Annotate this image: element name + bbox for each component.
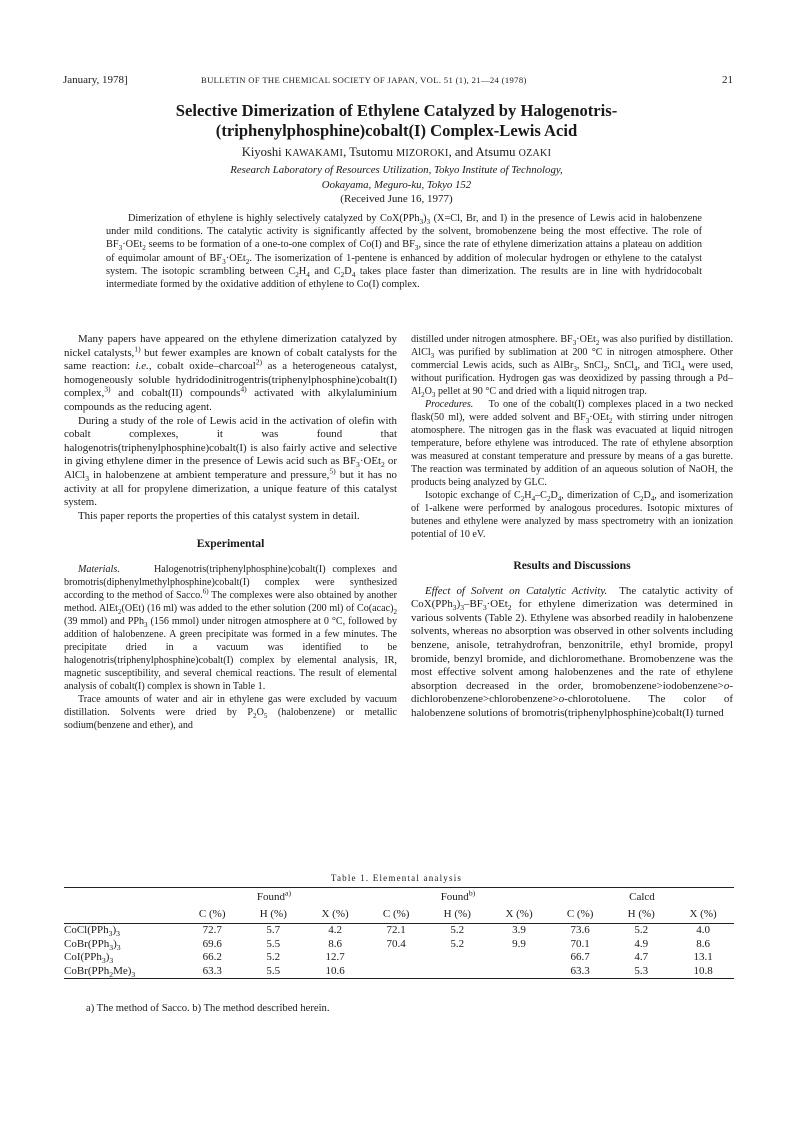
title-line-2: (triphenylphosphine)cobalt(I) Complex-Lewis Acid: [215, 121, 578, 140]
table-row: $CoBr(PPh_3)_3$ 69.6 5.5 8.6 70.4 5.2 9.9 70.1 4.9 8.6: [64, 937, 710, 952]
group-header: Found$^{a)}$: [256, 888, 292, 903]
section-heading-experimental: Experimental: [196, 537, 265, 551]
paragraph: This paper reports the properties of this catalyst system in detail.: [78, 509, 360, 522]
paragraph: Isotopic exchange of $C_2H_4-C_2D_4$, dimerization of $C_2D_4$, and isomerization of 1-alkene were performed by analogous procedures. Isotopic mixtures of butenes and ethylene were analyzed by mass spectrometry with an ionization potential of 10 eV.: [411, 490, 733, 540]
table-row: $CoI(PPh_3)_3$ 66.2 5.2 12.7 66.7 4.7 13.1: [64, 951, 713, 966]
running-header: [63, 74, 733, 88]
table-row: $CoBr(PPh_2Me)_3$ 63.3 5.5 10.6 63.3 5.3 10.8: [64, 964, 734, 978]
affiliation: Research Laboratory of Resources Utilization, Tokyo Institute of Technology, Ookayama, Meguro-ku, Tokyo 152: [230, 164, 563, 191]
group-header: Found$^{b)}$: [440, 888, 476, 903]
section-heading-results: Results and Discussions: [513, 559, 631, 572]
column-header: X (%): [505, 908, 533, 920]
compound-name: $CoI(PPh_3)_3$: [64, 951, 114, 966]
column-header: H (%): [627, 908, 655, 920]
paragraph: Procedures. To one of the cobalt(I) complexes placed in a two necked flask(50 ml), were added solvent and $BF_3\cdot OEt_2$ with stirring under nitrogen atomosphere. The nitrogen gas in the flask was evacuated at liquid nitrogen temperature, before ethylene was introduced. The rate of ethylene absorption was measured at constant temperature and pressure by means of a gas burette. The reaction was terminated by addition of an aqueous solution of NaOH, the products being analyzed by GLC.: [411, 399, 733, 488]
compound-name: $CoBr(PPh_2Me)_3$: [64, 964, 136, 979]
table-footnote: a) The method of Sacco. b) The method described herein.: [86, 1003, 330, 1014]
paragraph: Materials. Halogenotris(triphenylphosphine)cobalt(I) complexes and bromotris(diphenylmethylphosphine)cobalt(I) complex were synthesized according to the method of Sacco.$^{6)}$ The complexes were also obtained by another method. AlEt$_2$(OEt) (16 ml) was added to the ether solution (200 ml) of $Co(acac)_2$ (39 mmol) and PPh$_3$ (156 mmol) under nitrogen atmosphere at 0 °C, followed by addition of halobenzene. A green precipitate was formed in a few minutes. The precipitate dried in a vacuum was identified to be halogenotris(triphenylphosphine)cobalt(I) complex by elemental analysis, IR, magnetic susceptibility, and several chemical reactions. The result of elemental analysis of cobalt(I) complex is shown in Table 1.: [64, 563, 397, 692]
paragraph: Effect of Solvent on Catalytic Activity. The catalytic activity of $CoX(PPh_3)_3-BF_3\cdot OEt_2$ for ethylene dimerization was determined in various solvents (Table 2). Ethylene was absorbed readily in halobenzene solvents, whereas no absorption was observed in other solvents including benzene, anisole, tetrahydrofran, benzonitrile, ethyl bromide, propyl bromide, benzyl bromide, and dichloromethane. Bromobenzene was the most effective solvent among halobenzenes and the rate of ethylene absorption decreased in the order, bromobenzene>iodobenzene>o-dichlorobenzene>chlorobenzene>o-chlorotoluene. The color of halobenzene solutions of bromotris(triphenylphosphine)cobalt(I) turned: [411, 584, 733, 719]
abstract: Dimerization of ethylene is highly selectively catalyzed by $CoX(PPh_3)_3$ (X=Cl, Br, and I) in the presence of Lewis acid in halobenzene under mild conditions. The catalytic activity is significantly affected by the solvent, bromobenzene being the most effective. The role of $BF_3\cdot OEt_2$ seems to be formation of a one-to-one complex of Co(I) and $BF_3$, since the rate of ethylene dimerization attains a plateau on addition of equimolar amount of $BF_3\cdot OEt_2$. The isomerization of 1-pentene is enhanced by addition of molecular hydrogen or ethylene to the catalyst system. The isotopic scrambling between $C_2H_4$ and $C_2D_4$ takes place faster than dimerization. The results are in line with hydridocobalt intermediate formed by the oxidative addition of ethylene to Co(I) complex.: [106, 213, 702, 291]
paragraph: Trace amounts of water and air in ethylene gas were excluded by vacuum distillation. Solvents were dried by $P_2O_5$ (halobenzene) or metallic sodium(benzene and ether), and: [64, 693, 397, 731]
column-header: X (%): [689, 908, 717, 920]
paragraph: Many papers have appeared on the ethylene dimerization catalyzed by nickel catalysts,$^{1)}$ but fewer examples are known of cobalt catalysts for the same reaction: i.e., cobalt oxide–charcoal$^{2)}$ as a heterogeneous catalyst, homogeneously soluble hydridodinitrogentris(triphenylphosphine)cobalt(I) complex,$^{3)}$ and cobalt(II) compounds$^{4)}$ activated with alkylaluminium compounds as the reducing agent.: [64, 333, 397, 413]
authors: Kiyoshi KAWAKAMI, Tsutomu MIZOROKI, and Atsumu OZAKI: [241, 145, 552, 159]
group-header: Calcd: [629, 890, 655, 903]
column-header: X (%): [321, 908, 349, 920]
column-header: C (%): [382, 908, 410, 920]
compound-name: $CoCl(PPh_3)_3$: [64, 924, 120, 939]
page-number: 21: [722, 74, 733, 86]
column-header: H (%): [259, 908, 287, 920]
table-row: $CoCl(PPh_3)_3$ 72.7 5.7 4.2 72.1 5.2 3.9 73.6 5.2 4.0: [64, 923, 734, 937]
title-line-1: Selective Dimerization of Ethylene Catalyzed by Halogenotris-: [175, 101, 618, 120]
left-column: [64, 333, 397, 732]
paper-title: [60, 101, 733, 141]
paragraph: During a study of the role of Lewis acid in the activation of olefin with cobalt complexes, it was found that halogenotris(triphenylphosphine)cobalt(I) is also fairly active and selective in giving ethylene dimer in the presence of Lewis acid such as $BF_3\cdot OEt_2$ or AlCl$_3$ in halobenzene at ambient temperature and pressure,$^{5)}$ but it has no activity at all for propylene dimerization, a unique feature of this catalyst system.: [64, 414, 397, 509]
elemental-analysis-table: [64, 887, 734, 979]
received-date: (Received June 16, 1977): [340, 193, 453, 205]
column-header: H (%): [443, 908, 471, 920]
right-column: [411, 333, 733, 721]
column-header: C (%): [198, 908, 226, 920]
header-date: January, 1978]: [63, 74, 128, 86]
table-caption: Table 1. Elemental analysis: [330, 873, 463, 883]
paragraph: distilled under nitrogen atmosphere. $BF_3\cdot OEt_2$ was also purified by distillation. AlCl$_3$ was purified by sublimation at 200 °C in nitrogen atmosphere. Other commercial Lewis acids, such as AlBr$_3$, SnCl$_2$, SnCl$_4$, and TiCl$_4$ were used, without purification. Hydrogen gas was deoxidized by passing through a $Pd-Al_2O_3$ pellet at 90 °C and dried with a liquid nitrogen trap.: [411, 334, 734, 400]
column-header: C (%): [566, 908, 594, 920]
header-journal: BULLETIN OF THE CHEMICAL SOCIETY OF JAPAN, VOL. 51 (1), 21—24 (1978): [201, 75, 527, 85]
compound-name: $CoBr(PPh_3)_3$: [64, 937, 121, 952]
